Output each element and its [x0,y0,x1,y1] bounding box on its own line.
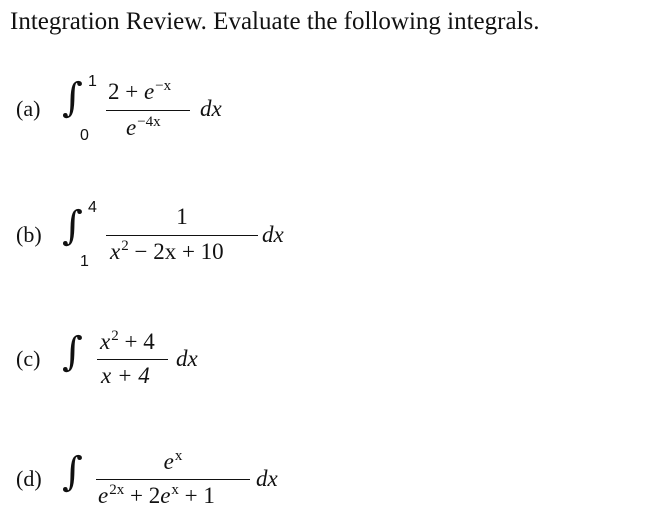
denominator: x + 4 [101,363,150,388]
problem-label: (b) [16,222,42,247]
differential: dx [262,222,284,247]
differential: dx [176,346,198,371]
problem-label: (d) [16,466,42,491]
integral-sign: ∫ [62,449,83,495]
numerator: 1 [176,204,188,229]
fraction-bar [97,359,168,360]
integral-sign: ∫ [62,203,83,249]
fraction-bar [106,110,190,111]
problem-label: (a) [16,96,41,121]
integral-sign: ∫ [62,329,83,375]
fraction-bar [106,235,258,236]
problem-label: (c) [16,346,41,371]
denominator: $x^2 - 2x + 10$ [110,238,224,264]
numerator: $2 + e^{-x}$ [108,78,172,104]
integral-sign: ∫ [62,75,83,121]
differential: dx [256,466,278,491]
denominator: $e^{2x} + 2e^x + 1$ [98,482,215,508]
upper-limit: 1 [88,73,97,90]
numerator: $e^x$ [163,448,183,474]
lower-limit: 1 [80,253,89,270]
upper-limit: 4 [88,199,97,216]
numerator: $x^2 + 4$ [100,328,155,354]
lower-limit: 0 [80,127,89,144]
fraction-bar [96,479,250,480]
denominator: $e^{-4x}$ [126,114,161,140]
differential: dx [200,96,222,121]
page-title: Integration Review. Evaluate the following integrals. [10,8,540,35]
